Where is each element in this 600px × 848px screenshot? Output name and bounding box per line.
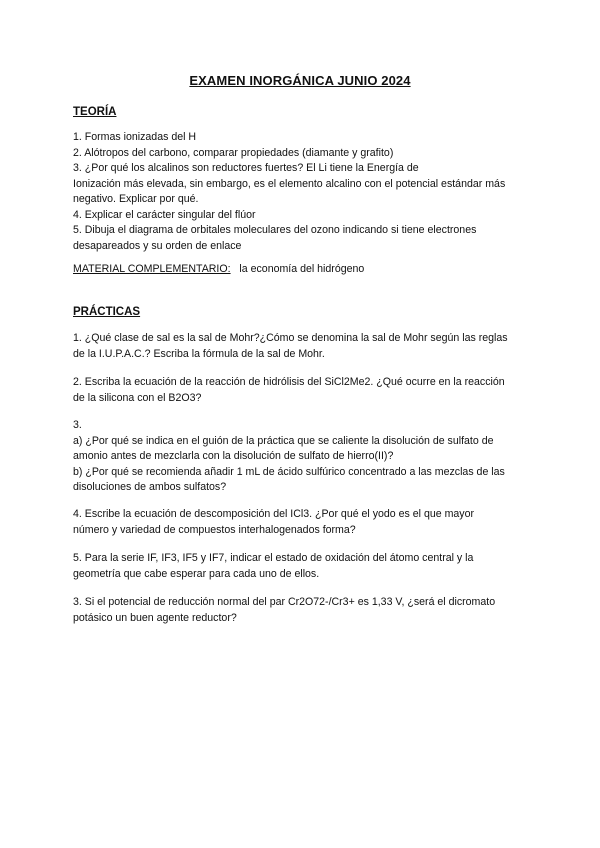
practica-q3-line: a) ¿Por qué se indica en el guión de la práctica que se caliente la disolución de sulfato de [73, 434, 494, 447]
teoria-line: 5. Dibuja el diagrama de orbitales moleculares del ozono indicando si tiene electrones [73, 224, 477, 236]
practica-q2-line: de la silicona con el B2O3? [73, 391, 202, 404]
teoria-line: desapareados y su orden de enlace [73, 239, 242, 252]
teoria-line: 1. Formas ionizadas del H [73, 131, 197, 143]
practica-q3-line: 3. [73, 419, 82, 431]
teoria-line: negativo. Explicar por qué. [73, 193, 199, 205]
exam-title: EXAMEN INORGÁNICA JUNIO 2024 [189, 73, 411, 88]
practica-q6-line: 3. Si el potencial de reducción normal del par Cr2O72-/Cr3+ es 1,33 V, ¿será el dicromato [73, 596, 496, 608]
teoria-line: 4. Explicar el carácter singular del flúor [73, 208, 256, 221]
material-text: la economía del hidrógeno [239, 263, 365, 275]
teoria-line: 2. Alótropos del carbono, comparar propiedades (diamante y grafito) [73, 146, 394, 159]
material-complementario [73, 262, 533, 278]
practica-q2-line: 2. Escriba la ecuación de la reacción de hidrólisis del SiCl2Me2. ¿Qué ocurre en la reacción [73, 376, 505, 388]
practica-q6-line: potásico un buen agente reductor? [73, 611, 237, 624]
practica-q5-line: geometría que cabe esperar para cada uno de ellos. [73, 567, 320, 580]
practica-q1-line: de la I.U.P.A.C.? Escriba la fórmula de la sal de Mohr. [73, 347, 325, 360]
teoria-heading: TEORÍA [73, 106, 117, 118]
teoria-line: Ionización más elevada, sin embargo, es el elemento alcalino con el potencial estándar más [73, 177, 506, 190]
practica-q3-line: disoluciones de ambos sulfatos? [73, 481, 227, 493]
practica-q4-line: número y variedad de compuestos interhalogenados forma? [73, 523, 356, 536]
practica-q3-line: amonio antes de mezclarla con la disolución de sulfato de hierro(II)? [73, 450, 394, 462]
teoria-line: 3. ¿Por qué los alcalinos son reductores fuertes? El Li tiene la Energía de [73, 162, 419, 174]
practica-q1-line: 1. ¿Qué clase de sal es la sal de Mohr?¿Cómo se denomina la sal de Mohr según las reglas [73, 332, 508, 344]
practica-q5-line: 5. Para la serie IF, IF3, IF5 y IF7, indicar el estado de oxidación del átomo central y la [73, 552, 474, 564]
material-label: MATERIAL COMPLEMENTARIO: [73, 263, 231, 275]
practica-q3-line: b) ¿Por qué se recomienda añadir 1 mL de ácido sulfúrico concentrado a las mezclas de las [73, 465, 505, 478]
practicas-heading: PRÁCTICAS [73, 306, 141, 318]
practica-q4-line: 4. Escribe la ecuación de descomposición del ICl3. ¿Por qué el yodo es el que mayor [73, 508, 475, 520]
